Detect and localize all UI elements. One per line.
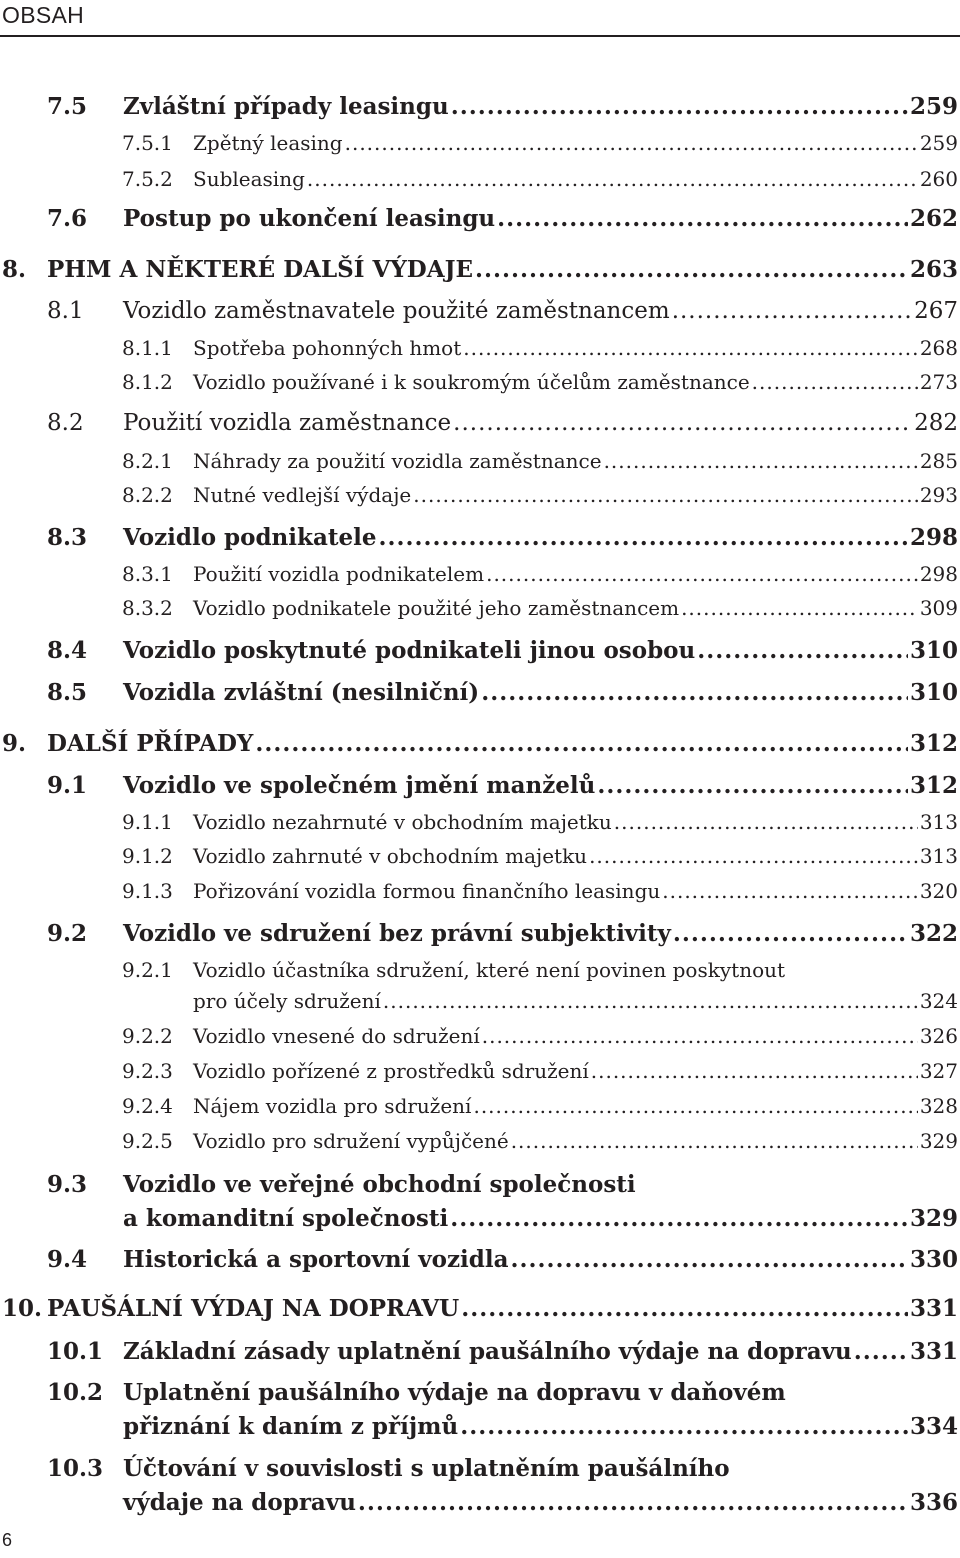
toc-entry	[193, 336, 958, 360]
toc-entry-number: 9.2.2	[122, 1024, 173, 1048]
toc-entry-number: 8.2.2	[122, 483, 173, 507]
toc-entry-number: 8.1.2	[122, 370, 173, 394]
toc-dot-leader	[378, 524, 908, 551]
toc-entry	[193, 167, 958, 191]
toc-entry-title: Spotřeba pohonných hmot	[193, 336, 462, 360]
toc-dot-leader	[614, 810, 918, 834]
toc-entry-page: 259	[919, 131, 958, 155]
toc-entry	[123, 1246, 958, 1273]
toc-entry-number: 8.1	[47, 298, 84, 324]
toc-entry	[193, 483, 958, 507]
toc-entry-title: PHM A NĚKTERÉ DALŠÍ VÝDAJE	[47, 256, 473, 283]
toc-dot-leader	[450, 1205, 908, 1232]
toc-dot-leader	[460, 1413, 908, 1440]
toc-entry-title: Nájem vozidla pro sdružení	[193, 1094, 472, 1118]
toc-entry-page: 260	[919, 167, 958, 191]
toc-entry-page: 312	[909, 730, 958, 757]
toc-dot-leader	[697, 637, 908, 664]
header-rule	[0, 35, 960, 37]
toc-entry-page: 285	[919, 449, 958, 473]
toc-entry-page: 309	[919, 596, 958, 620]
toc-dot-leader	[345, 131, 918, 155]
toc-entry-page: 313	[919, 844, 958, 868]
toc-dot-leader	[752, 370, 918, 394]
toc-entry	[123, 1338, 958, 1365]
toc-entry-page: 310	[909, 637, 958, 664]
toc-dot-leader	[511, 1246, 908, 1273]
toc-entry-title: Vozidlo pořízené z prostředků sdružení	[193, 1059, 589, 1083]
toc-entry-number: 8.	[2, 256, 27, 283]
toc-entry-page: 329	[919, 1129, 958, 1153]
toc-entry	[123, 1413, 958, 1440]
toc-entry-title: Pořizování vozidla formou finančního leasingu	[193, 879, 661, 903]
toc-dot-leader	[255, 730, 908, 757]
toc-dot-leader	[597, 772, 908, 799]
toc-entry-page: 293	[919, 483, 958, 507]
header-title: OBSAH	[2, 2, 85, 28]
toc-entry-title: Vozidlo zahrnuté v obchodním majetku	[193, 844, 588, 868]
toc-entry	[123, 205, 958, 232]
toc-dot-leader	[451, 93, 908, 120]
toc-entry-page: 329	[909, 1205, 958, 1232]
toc-entry	[193, 844, 958, 868]
toc-entry-page: 263	[909, 256, 958, 283]
toc-entry	[193, 989, 958, 1013]
toc-entry-title: Použití vozidla zaměstnance	[123, 410, 452, 436]
toc-entry-page: 331	[909, 1338, 958, 1365]
toc-dot-leader	[463, 336, 918, 360]
toc-entry-number: 9.2.5	[122, 1129, 173, 1153]
toc-entry	[193, 1094, 958, 1118]
toc-entry	[193, 131, 958, 155]
toc-entry-number: 7.6	[47, 205, 88, 232]
toc-entry-page: 298	[919, 562, 958, 586]
toc-entry-page: 313	[919, 810, 958, 834]
toc-entry	[193, 562, 958, 586]
toc-entry	[193, 879, 958, 903]
toc-entry-page: 331	[909, 1295, 958, 1322]
toc-entry-number: 8.2.1	[122, 449, 173, 473]
toc-entry-number: 7.5.1	[122, 131, 173, 155]
toc-dot-leader	[854, 1338, 908, 1365]
toc-entry-title: výdaje na dopravu	[123, 1489, 356, 1516]
toc-entry-title: Vozidlo podnikatele	[123, 524, 377, 551]
toc-entry	[123, 1489, 958, 1516]
toc-dot-leader	[486, 562, 918, 586]
toc-entry-title: Historická a sportovní vozidla	[123, 1246, 509, 1273]
toc-entry	[193, 1059, 958, 1083]
page-number: 6	[2, 1530, 13, 1550]
toc-entry-number: 8.3.2	[122, 596, 173, 620]
toc-entry-title: Uplatnění paušálního výdaje na dopravu v daňovém	[123, 1379, 786, 1406]
toc-dot-leader	[662, 879, 918, 903]
toc-entry-title: Použití vozidla podnikatelem	[193, 562, 485, 586]
toc-entry	[193, 370, 958, 394]
toc-entry-page: 336	[909, 1489, 958, 1516]
toc-dot-leader	[461, 1295, 908, 1322]
toc-dot-leader	[497, 205, 908, 232]
toc-dot-leader	[482, 1024, 918, 1048]
toc-dot-leader	[591, 1059, 918, 1083]
toc-entry-number: 8.3	[47, 524, 88, 551]
toc-entry	[193, 1024, 958, 1048]
toc-entry-title: pro účely sdružení	[193, 989, 381, 1013]
toc-dot-leader	[673, 920, 908, 947]
toc-entry-title: Vozidlo nezahrnuté v obchodním majetku	[193, 810, 612, 834]
toc-entry	[193, 1129, 958, 1153]
toc-entry-page: 262	[909, 205, 958, 232]
toc-entry	[47, 256, 958, 283]
toc-entry	[123, 772, 958, 799]
toc-dot-leader	[672, 298, 912, 324]
toc-entry-page: 259	[909, 93, 958, 120]
toc-dot-leader	[473, 1094, 917, 1118]
toc-entry-page: 268	[919, 336, 958, 360]
toc-entry-number: 10.2	[47, 1379, 104, 1406]
toc-entry	[193, 810, 958, 834]
toc-entry-title: PAUŠÁLNÍ VÝDAJ NA DOPRAVU	[47, 1295, 460, 1322]
toc-entry	[193, 596, 958, 620]
toc-entry-number: 10.1	[47, 1338, 104, 1365]
toc-dot-leader	[481, 679, 908, 706]
toc-entry-title: DALŠÍ PŘÍPADY	[47, 730, 254, 757]
toc-entry-number: 9.1.3	[122, 879, 173, 903]
toc-entry	[123, 920, 958, 947]
toc-dot-leader	[604, 449, 918, 473]
toc-entry-page: 320	[919, 879, 958, 903]
toc-entry-number: 10.	[2, 1295, 43, 1322]
toc-dot-leader	[307, 167, 918, 191]
toc-entry-number: 7.5.2	[122, 167, 173, 191]
toc-entry-number: 9.4	[47, 1246, 88, 1273]
toc-entry-page: 310	[909, 679, 958, 706]
toc-entry	[47, 730, 958, 757]
toc-entry-title: Vozidla zvláštní (nesilniční)	[123, 679, 480, 706]
toc-dot-leader	[589, 844, 918, 868]
toc-dot-leader	[413, 483, 918, 507]
toc-entry-title: Nutné vedlejší výdaje	[193, 483, 412, 507]
toc-entry-title: Vozidlo ve veřejné obchodní společnosti	[123, 1171, 636, 1198]
toc-entry-number: 9.2	[47, 920, 88, 947]
toc-entry-number: 7.5	[47, 93, 88, 120]
toc-entry	[123, 1205, 958, 1232]
toc-entry-page: 267	[914, 298, 958, 324]
toc-entry-page: 334	[909, 1413, 958, 1440]
toc-entry-title: Subleasing	[193, 167, 305, 191]
toc-entry	[123, 637, 958, 664]
toc-entry-number: 9.1	[47, 772, 88, 799]
toc-dot-leader	[681, 596, 918, 620]
toc-entry-page: 322	[909, 920, 958, 947]
toc-entry-page: 324	[919, 989, 958, 1013]
toc-entry-title: Zvláštní případy leasingu	[123, 93, 449, 120]
toc-entry-number: 10.3	[47, 1455, 104, 1482]
toc-entry-page: 282	[914, 410, 958, 436]
toc-dot-leader	[358, 1489, 908, 1516]
toc-dot-leader	[383, 989, 918, 1013]
toc-entry-number: 9.2.1	[122, 958, 173, 982]
toc-entry-title: a komanditní společnosti	[123, 1205, 449, 1232]
toc-entry-title: Zpětný leasing	[193, 131, 343, 155]
toc-entry-page: 330	[909, 1246, 958, 1273]
toc-entry-title: Vozidlo pro sdružení vypůjčené	[193, 1129, 509, 1153]
toc-dot-leader	[475, 256, 908, 283]
toc-entry-number: 9.	[2, 730, 27, 757]
toc-entry-number: 8.3.1	[122, 562, 173, 586]
toc-entry-number: 8.1.1	[122, 336, 173, 360]
toc-entry	[123, 298, 958, 324]
toc-entry-title: Vozidlo podnikatele použité jeho zaměstnancem	[193, 596, 680, 620]
toc-entry-page: 312	[909, 772, 958, 799]
toc-entry-title: Vozidlo ve společném jmění manželů	[123, 772, 596, 799]
toc-entry-title: Účtování v souvislosti s uplatněním paušálního	[123, 1455, 730, 1482]
toc-entry-number: 8.5	[47, 679, 88, 706]
toc-dot-leader	[511, 1129, 918, 1153]
toc-dot-leader	[453, 410, 912, 436]
toc-entry-title: Základní zásady uplatnění paušálního výdaje na dopravu	[123, 1338, 852, 1365]
toc-entry-number: 9.1.1	[122, 810, 173, 834]
toc-entry-page: 298	[909, 524, 958, 551]
toc-entry	[123, 93, 958, 120]
toc-entry-page: 328	[919, 1094, 958, 1118]
toc-entry	[123, 524, 958, 551]
toc-entry-number: 9.1.2	[122, 844, 173, 868]
toc-entry	[123, 410, 958, 436]
toc-entry	[123, 679, 958, 706]
toc-entry-number: 9.2.3	[122, 1059, 173, 1083]
toc-entry-title: Vozidlo účastníka sdružení, které není povinen poskytnout	[193, 958, 786, 982]
toc-entry-page: 327	[919, 1059, 958, 1083]
toc-entry-title: Náhrady za použití vozidla zaměstnance	[193, 449, 602, 473]
toc-entry	[193, 449, 958, 473]
toc-entry-page: 326	[919, 1024, 958, 1048]
toc-entry-number: 8.2	[47, 410, 84, 436]
toc-entry-page: 273	[919, 370, 958, 394]
toc-entry-title: Postup po ukončení leasingu	[123, 205, 496, 232]
toc-entry-number: 9.2.4	[122, 1094, 173, 1118]
toc-entry-number: 8.4	[47, 637, 88, 664]
toc-entry-title: Vozidlo zaměstnavatele použité zaměstnancem	[123, 298, 670, 324]
toc-entry-title: přiznání k daním z příjmů	[123, 1413, 459, 1440]
toc-entry	[47, 1295, 958, 1322]
toc-entry-number: 9.3	[47, 1171, 88, 1198]
toc-entry-title: Vozidlo ve sdružení bez právní subjektivity	[123, 920, 671, 947]
toc-entry-title: Vozidlo vnesené do sdružení	[193, 1024, 480, 1048]
toc-entry-title: Vozidlo používané i k soukromým účelům zaměstnance	[193, 370, 750, 394]
page-header	[0, 0, 960, 36]
toc-entry-title: Vozidlo poskytnuté podnikateli jinou osobou	[123, 637, 696, 664]
